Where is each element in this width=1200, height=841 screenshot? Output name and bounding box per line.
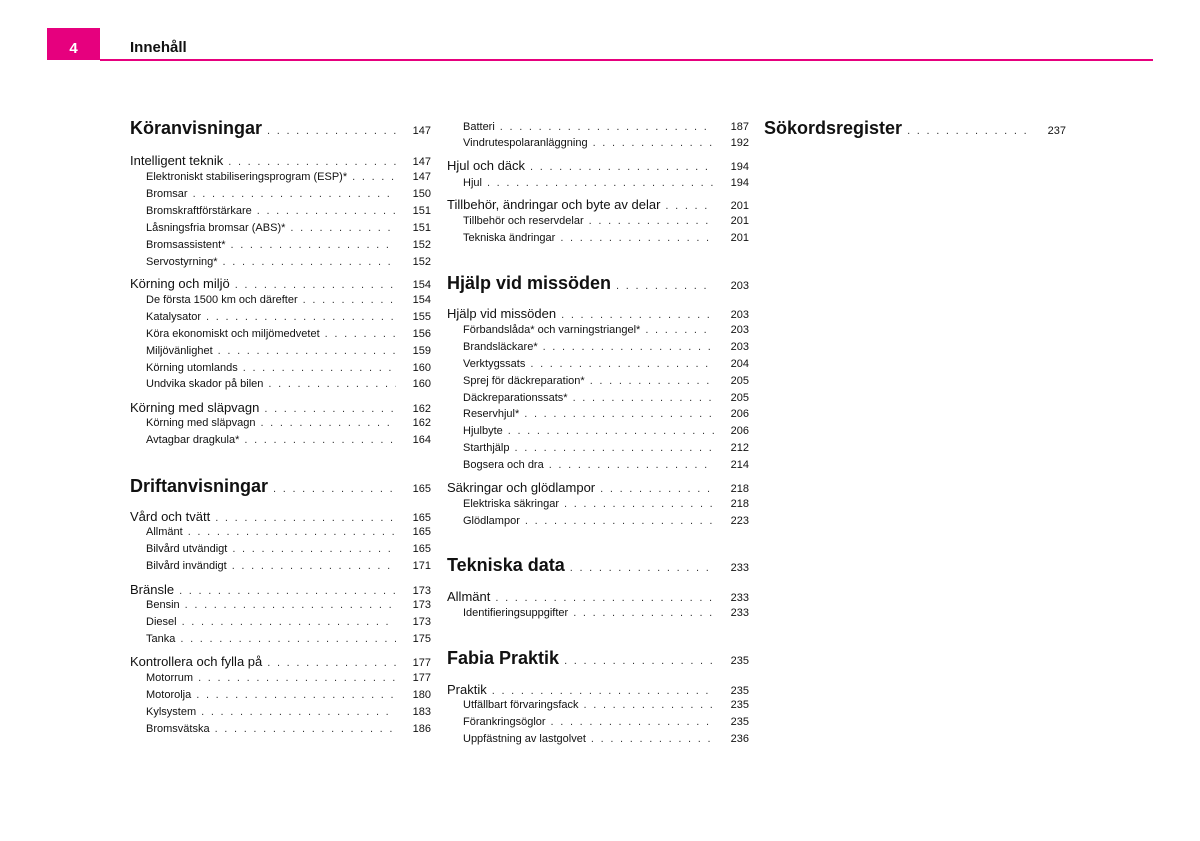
toc-column-left	[130, 0, 431, 841]
toc-entry-title: Elektriska säkringar	[463, 498, 559, 510]
toc-entry-page: 203	[730, 309, 749, 321]
toc-entry-title: Körning utomlands	[146, 362, 238, 374]
toc-entry-title: Bilvård utvändigt	[146, 543, 228, 555]
toc-entry[interactable]	[130, 118, 431, 142]
dot-leader	[201, 706, 396, 718]
toc-entry-page: 218	[730, 483, 749, 495]
toc-entry[interactable]	[130, 345, 431, 359]
toc-entry-title: Bränsle	[130, 582, 175, 597]
dot-leader	[645, 324, 714, 336]
toc-entry-page: 165	[412, 483, 431, 495]
dot-leader	[223, 256, 396, 268]
toc-entry-page: 177	[412, 672, 431, 684]
toc-entry-page: 173	[412, 616, 431, 628]
toc-entry-title: Sprej för däckreparation*	[463, 375, 585, 387]
dot-leader	[260, 417, 396, 429]
toc-entry-page: 165	[412, 512, 431, 524]
toc-entry-title: Vård och tvätt	[130, 509, 211, 524]
header-title: Innehåll	[130, 39, 187, 56]
dot-leader	[589, 215, 714, 227]
toc-entry-title: Fabia Praktik	[447, 648, 560, 668]
toc-entry[interactable]	[447, 682, 749, 698]
toc-entry-page: 154	[412, 279, 431, 291]
dot-leader	[235, 279, 396, 291]
toc-entry[interactable]	[447, 555, 749, 579]
toc-entry-page: 201	[730, 232, 749, 244]
toc-entry-title: Bensin	[146, 599, 180, 611]
toc-entry[interactable]	[447, 341, 749, 355]
toc-entry-page: 165	[412, 526, 431, 538]
toc-entry-page: 151	[412, 205, 431, 217]
dot-leader	[665, 200, 714, 212]
toc-entry[interactable]	[130, 543, 431, 557]
toc-entry-page: 162	[412, 403, 431, 415]
dot-leader	[525, 515, 714, 527]
toc-entry-title: Brandsläckare*	[463, 341, 538, 353]
toc-entry[interactable]	[130, 205, 431, 219]
dot-leader	[564, 498, 714, 510]
toc-entry[interactable]	[130, 599, 431, 613]
toc-entry[interactable]	[130, 400, 431, 416]
toc-entry-page: 162	[412, 417, 431, 429]
toc-entry-page: 205	[730, 375, 749, 387]
toc-entry-page: 233	[730, 592, 749, 604]
toc-entry[interactable]	[130, 689, 431, 703]
dot-leader	[530, 161, 714, 173]
toc-entry[interactable]	[447, 197, 749, 213]
dot-leader	[188, 526, 396, 538]
toc-entry-page: 180	[412, 689, 431, 701]
toc-entry-page: 186	[412, 723, 431, 735]
toc-entry-title: Hjulbyte	[463, 425, 503, 437]
toc-entry-page: 194	[730, 161, 749, 173]
toc-entry-title: Förankringsöglor	[463, 716, 546, 728]
toc-entry[interactable]	[130, 188, 431, 202]
toc-entry-page: 223	[730, 515, 749, 527]
toc-entry-page: 152	[412, 256, 431, 268]
toc-entry-title: Bromskraftförstärkare	[146, 205, 252, 217]
dot-leader	[185, 599, 396, 611]
toc-entry-page: 164	[412, 434, 431, 446]
toc-entry-page: 194	[730, 177, 749, 189]
toc-entry[interactable]	[447, 699, 749, 713]
dot-leader	[487, 177, 714, 189]
toc-entry[interactable]	[130, 434, 431, 448]
dot-leader	[198, 672, 396, 684]
toc-entry[interactable]	[447, 306, 749, 322]
toc-entry-page: 203	[730, 280, 749, 292]
toc-entry-title: Reservhjul*	[463, 408, 520, 420]
toc-entry[interactable]	[447, 158, 749, 174]
toc-entry-title: Avtagbar dragkula*	[146, 434, 240, 446]
toc-column-middle	[447, 0, 749, 841]
toc-entry-title: Hjälp vid missöden	[447, 306, 557, 321]
toc-entry-page: 212	[730, 442, 749, 454]
toc-entry[interactable]	[447, 408, 749, 422]
toc-entry[interactable]	[447, 480, 749, 496]
toc-entry-title: Verktygssats	[463, 358, 526, 370]
toc-entry[interactable]	[130, 276, 431, 292]
toc-entry[interactable]	[130, 328, 431, 342]
toc-entry[interactable]	[447, 392, 749, 406]
toc-entry[interactable]	[447, 425, 749, 439]
dot-leader	[215, 723, 396, 735]
dot-leader	[561, 309, 714, 321]
toc-entry[interactable]	[130, 362, 431, 376]
toc-entry[interactable]	[447, 177, 749, 191]
toc-entry[interactable]	[130, 654, 431, 670]
toc-entry-page: 177	[412, 657, 431, 669]
toc-entry-page: 147	[412, 125, 431, 137]
toc-entry[interactable]	[130, 723, 431, 737]
dot-leader	[206, 311, 396, 323]
toc-entry-title: Körning med släpvagn	[130, 400, 260, 415]
dot-leader	[179, 585, 396, 597]
dot-leader	[232, 560, 396, 572]
dot-leader	[267, 125, 396, 137]
toc-entry[interactable]	[447, 358, 749, 372]
toc-entry-title: Säkringar och glödlampor	[447, 480, 596, 495]
toc-entry-title: Allmänt	[447, 589, 491, 604]
toc-entry-title: Låsningsfria bromsar (ABS)*	[146, 222, 286, 234]
toc-entry-title: Driftanvisningar	[130, 476, 269, 496]
dot-leader	[590, 375, 714, 387]
dot-leader	[180, 633, 396, 645]
dot-leader	[182, 616, 396, 628]
toc-entry-title: Tillbehör, ändringar och byte av delar	[447, 197, 661, 212]
toc-entry-page: 151	[412, 222, 431, 234]
toc-entry-page: 203	[730, 341, 749, 353]
toc-entry[interactable]	[447, 137, 749, 151]
toc-entry-page: 175	[412, 633, 431, 645]
dot-leader	[325, 328, 396, 340]
toc-entry-page: 235	[730, 655, 749, 667]
dot-leader	[907, 125, 1031, 137]
toc-entry[interactable]	[447, 121, 749, 135]
dot-leader	[290, 222, 396, 234]
toc-entry-page: 171	[412, 560, 431, 572]
toc-entry-title: Miljövänlighet	[146, 345, 213, 357]
toc-entry[interactable]	[130, 633, 431, 647]
dot-leader	[616, 280, 714, 292]
dot-leader	[514, 442, 714, 454]
toc-entry-title: Bilvård invändigt	[146, 560, 227, 572]
toc-entry-page: 156	[412, 328, 431, 340]
toc-entry-page: 187	[730, 121, 749, 133]
toc-entry[interactable]	[130, 706, 431, 720]
toc-entry-title: Körning med släpvagn	[146, 417, 256, 429]
toc-column-right	[764, 0, 1066, 841]
toc-entry-title: Elektroniskt stabiliseringsprogram (ESP)*	[146, 171, 348, 183]
toc-entry-page: 152	[412, 239, 431, 251]
toc-entry-title: Allmänt	[146, 526, 183, 538]
toc-entry-page: 235	[730, 699, 749, 711]
toc-entry-title: Katalysator	[146, 311, 202, 323]
toc-entry-title: Intelligent teknik	[130, 153, 224, 168]
toc-entry-page: 147	[412, 171, 431, 183]
toc-entry[interactable]	[447, 733, 749, 747]
dot-leader	[530, 358, 714, 370]
toc-entry[interactable]	[447, 515, 749, 529]
toc-entry[interactable]	[447, 589, 749, 605]
dot-leader	[508, 425, 714, 437]
dot-leader	[228, 156, 396, 168]
dot-leader	[232, 543, 396, 555]
dot-leader	[573, 392, 714, 404]
toc-entry-title: Däckreparationssats*	[463, 392, 568, 404]
toc-entry-title: Kontrollera och fylla på	[130, 654, 263, 669]
toc-entry-title: Hjälp vid missöden	[447, 273, 612, 293]
dot-leader	[551, 716, 714, 728]
page-number-badge: 4	[47, 28, 100, 60]
dot-leader	[264, 403, 396, 415]
toc-entry[interactable]	[130, 378, 431, 392]
dot-leader	[193, 188, 396, 200]
toc-entry-page: 154	[412, 294, 431, 306]
dot-leader	[492, 685, 714, 697]
toc-entry-title: Bromsassistent*	[146, 239, 226, 251]
toc-entry-page: 160	[412, 362, 431, 374]
toc-entry-page: 233	[730, 562, 749, 574]
toc-entry[interactable]	[130, 171, 431, 185]
dot-leader	[584, 699, 714, 711]
dot-leader	[524, 408, 714, 420]
dot-leader	[268, 378, 396, 390]
dot-leader	[215, 512, 396, 524]
toc-entry[interactable]	[447, 498, 749, 512]
toc-entry-page: 165	[412, 543, 431, 555]
toc-entry[interactable]	[130, 239, 431, 253]
toc-entry-title: Förbandslåda* och varningstriangel*	[463, 324, 641, 336]
toc-entry[interactable]	[130, 256, 431, 270]
toc-entry[interactable]	[130, 560, 431, 574]
toc-entry[interactable]	[447, 459, 749, 473]
toc-entry-page: 236	[730, 733, 749, 745]
toc-entry-page: 218	[730, 498, 749, 510]
toc-entry-page: 205	[730, 392, 749, 404]
toc-entry-title: Praktik	[447, 682, 487, 697]
dot-leader	[273, 483, 396, 495]
toc-entry-page: 201	[730, 215, 749, 227]
toc-entry-page: 173	[412, 585, 431, 597]
toc-entry[interactable]	[130, 311, 431, 325]
dot-leader	[352, 171, 396, 183]
toc-entry-title: Glödlampor	[463, 515, 520, 527]
toc-entry-page: 214	[730, 459, 749, 471]
toc-entry-title: Bogsera och dra	[463, 459, 544, 471]
toc-entry-title: Starthjälp	[463, 442, 510, 454]
toc-entry-page: 183	[412, 706, 431, 718]
toc-entry-title: Hjul	[463, 177, 482, 189]
dot-leader	[543, 341, 714, 353]
dot-leader	[560, 232, 714, 244]
toc-entry[interactable]	[447, 716, 749, 730]
dot-leader	[244, 434, 396, 446]
dot-leader	[230, 239, 396, 251]
toc-entry-title: Sökordsregister	[764, 118, 903, 138]
toc-entry-title: Tekniska ändringar	[463, 232, 556, 244]
toc-entry-title: Köra ekonomiskt och miljömedvetet	[146, 328, 320, 340]
toc-entry-title: Kylsystem	[146, 706, 197, 718]
toc-entry-page: 160	[412, 378, 431, 390]
toc-entry[interactable]	[764, 118, 1066, 142]
toc-entry-page: 192	[730, 137, 749, 149]
toc-entry-title: Bromsvätska	[146, 723, 210, 735]
toc-entry-title: Vindrutespolaranläggning	[463, 137, 588, 149]
toc-entry-title: Utfällbart förvaringsfack	[463, 699, 579, 711]
toc-entry[interactable]	[447, 232, 749, 246]
toc-entry-page: 235	[730, 716, 749, 728]
toc-entry[interactable]	[130, 526, 431, 540]
dot-leader	[196, 689, 396, 701]
dot-leader	[549, 459, 714, 471]
toc-entry[interactable]	[130, 672, 431, 686]
toc-entry[interactable]	[130, 582, 431, 598]
toc-entry-title: Tekniska data	[447, 555, 565, 575]
dot-leader	[243, 362, 396, 374]
toc-entry-title: Bromsar	[146, 188, 188, 200]
toc-entry-title: Undvika skador på bilen	[146, 378, 264, 390]
toc-entry[interactable]	[130, 509, 431, 525]
toc-entry[interactable]	[447, 375, 749, 389]
dot-leader	[570, 562, 714, 574]
toc-entry-title: Servostyrning*	[146, 256, 218, 268]
toc-entry-title: Tillbehör och reservdelar	[463, 215, 584, 227]
toc-entry[interactable]	[130, 294, 431, 308]
dot-leader	[600, 483, 714, 495]
toc-entry-title: Hjul och däck	[447, 158, 526, 173]
toc-entry-title: De första 1500 km och därefter	[146, 294, 298, 306]
dot-leader	[500, 121, 714, 133]
dot-leader	[593, 137, 714, 149]
dot-leader	[573, 607, 714, 619]
toc-entry[interactable]	[130, 476, 431, 500]
toc-entry-title: Uppfästning av lastgolvet	[463, 733, 586, 745]
toc-entry-title: Tanka	[146, 633, 176, 645]
toc-entry[interactable]	[447, 273, 749, 297]
toc-entry-title: Diesel	[146, 616, 177, 628]
toc-entry[interactable]	[447, 607, 749, 621]
toc-entry-page: 155	[412, 311, 431, 323]
dot-leader	[564, 655, 714, 667]
dot-leader	[218, 345, 396, 357]
toc-entry-page: 147	[412, 156, 431, 168]
toc-entry-page: 204	[730, 358, 749, 370]
dot-leader	[495, 592, 714, 604]
toc-entry-page: 237	[1047, 125, 1066, 137]
toc-entry[interactable]	[130, 417, 431, 431]
toc-entry-title: Körning och miljö	[130, 276, 230, 291]
toc-entry-page: 233	[730, 607, 749, 619]
toc-entry-page: 235	[730, 685, 749, 697]
toc-entry[interactable]	[447, 442, 749, 456]
toc-entry[interactable]	[130, 153, 431, 169]
toc-entry-page: 206	[730, 408, 749, 420]
toc-entry-title: Identifieringsuppgifter	[463, 607, 569, 619]
toc-entry[interactable]	[447, 324, 749, 338]
toc-entry[interactable]	[130, 222, 431, 236]
toc-entry-page: 150	[412, 188, 431, 200]
toc-entry-page: 159	[412, 345, 431, 357]
toc-entry[interactable]	[130, 616, 431, 630]
dot-leader	[267, 657, 396, 669]
toc-entry-page: 201	[730, 200, 749, 212]
toc-entry[interactable]	[447, 215, 749, 229]
dot-leader	[591, 733, 714, 745]
toc-entry-page: 206	[730, 425, 749, 437]
toc-entry-page: 203	[730, 324, 749, 336]
toc-entry-page: 173	[412, 599, 431, 611]
toc-entry-title: Motorrum	[146, 672, 194, 684]
dot-leader	[257, 205, 396, 217]
toc-entry-title: Köranvisningar	[130, 118, 263, 138]
toc-entry[interactable]	[447, 648, 749, 672]
toc-entry-title: Batteri	[463, 121, 495, 133]
toc-entry-title: Motorolja	[146, 689, 192, 701]
dot-leader	[303, 294, 396, 306]
